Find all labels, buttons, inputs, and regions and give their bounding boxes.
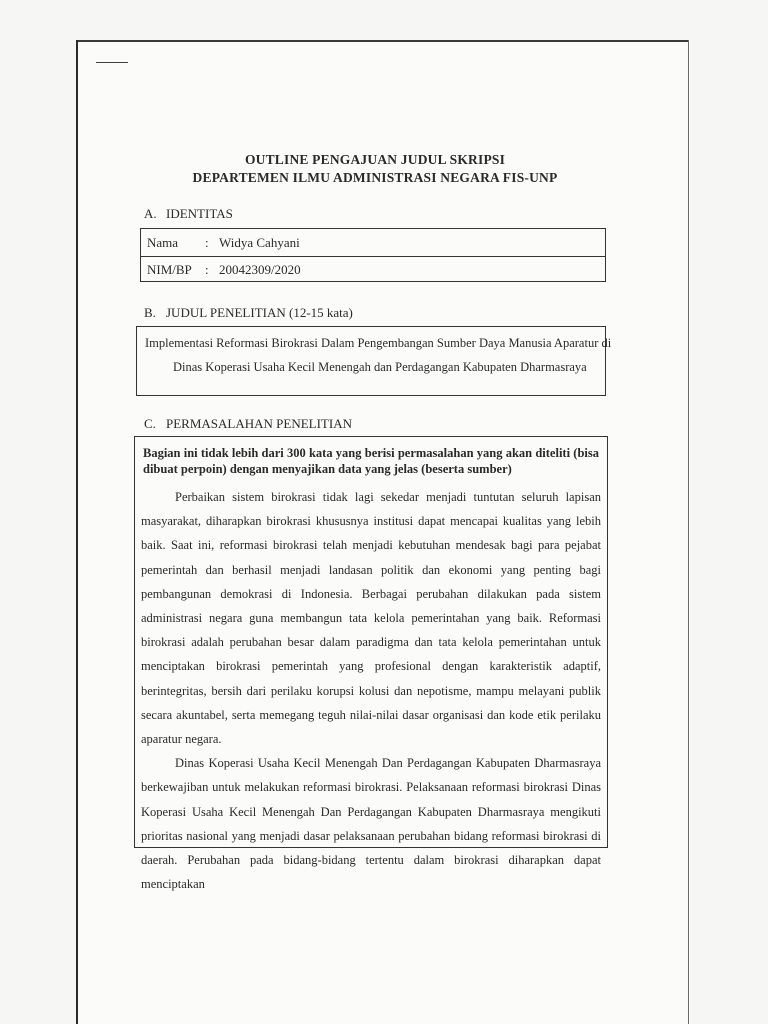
identity-row-nim — [141, 256, 605, 283]
section-a-heading — [144, 206, 233, 222]
section-c-heading — [144, 416, 352, 432]
research-problem-box — [134, 436, 608, 892]
page-edge-left — [76, 40, 78, 1024]
page-edge-right — [688, 40, 689, 1024]
problem-instruction: Bagian ini tidak lebih dari 300 kata yang berisi permasalahan yang akan diteliti (bisa dibuat perpoin) dengan menyajikan data yang jelas (beserta sumber) — [143, 446, 599, 476]
section-b-letter: B. — [144, 305, 156, 320]
section-a-title: IDENTITAS — [166, 206, 233, 221]
identity-value-nim: 20042309/2020 — [219, 262, 301, 277]
identity-value-name: Widya Cahyani — [219, 235, 300, 250]
page-edge-top — [78, 40, 688, 42]
identity-label: NIM/BP — [147, 262, 192, 277]
document-title-line1: OUTLINE PENGAJUAN JUDUL SKRIPSI — [244, 152, 506, 167]
identity-colon: : — [205, 262, 209, 277]
section-c-letter: C. — [144, 416, 156, 431]
margin-mark — [96, 62, 128, 63]
document-title-line2: DEPARTEMEN ILMU ADMINISTRASI NEGARA FIS-UNP — [192, 170, 558, 185]
problem-paragraph-2: Dinas Koperasi Usaha Kecil Menengah Dan Perdagangan Kabupaten Dharmasraya berkewajiban untuk melakukan reformasi birokrasi. Pelaksanaan reformasi birokrasi Dinas Koperasi Usaha Kecil Menengah Dan Perdagangan Kabupaten Dharmasraya mengikuti prioritas nasional yang menjadi dasar pelaksanaan perubahan bidang reformasi birokrasi di daerah. Perubahan pada bidang-bidang tertentu dalam birokrasi diharapkan dapat menciptakan — [141, 756, 601, 892]
research-title-line2: Dinas Koperasi Usaha Kecil Menengah dan Perdagangan Kabupaten Dharmasraya — [173, 360, 587, 374]
problem-body — [141, 485, 601, 896]
section-c-title: PERMASALAHAN PENELITIAN — [166, 416, 352, 431]
identity-row-name — [141, 229, 605, 257]
research-title-line1: Implementasi Reformasi Birokrasi Dalam Pengembangan Sumber Daya Manusia Aparatur di — [145, 336, 612, 350]
section-a-letter: A. — [144, 206, 157, 221]
research-title-box — [136, 326, 612, 396]
identity-colon: : — [205, 235, 209, 250]
section-b-title: JUDUL PENELITIAN (12-15 kata) — [166, 305, 353, 320]
problem-paragraph-1: Perbaikan sistem birokrasi tidak lagi sekedar menjadi tuntutan seluruh lapisan masyarakat, diharapkan birokrasi khususnya institusi dapat mencapai kualitas yang lebih baik. Saat ini, reformasi birokrasi telah menjadi kebutuhan mendesak bagi para pejabat pemerintah dan berhasil menjadi landasan politik dan ekonomi yang penting bagi pembangunan demokrasi di Indonesia. Berbagai perubahan dilakukan pada sistem administrasi negara guna membangun tata kelola pemerintahan yang baik. Reformasi birokrasi adalah perubahan besar dalam paradigma dan tata kelola pemerintahan untuk menciptakan birokrasi pemerintah yang profesional dengan karakteristik adaptif, berintegritas, bersih dari perilaku korupsi kolusi dan nepotisme, mampu melayani publik secara akuntabel, serta memegang teguh nilai-nilai dasar organisasi dan kode etik perilaku aparatur negara. — [141, 490, 601, 747]
identity-table — [140, 228, 606, 282]
identity-label: Nama — [147, 235, 179, 250]
section-b-heading — [144, 305, 353, 321]
